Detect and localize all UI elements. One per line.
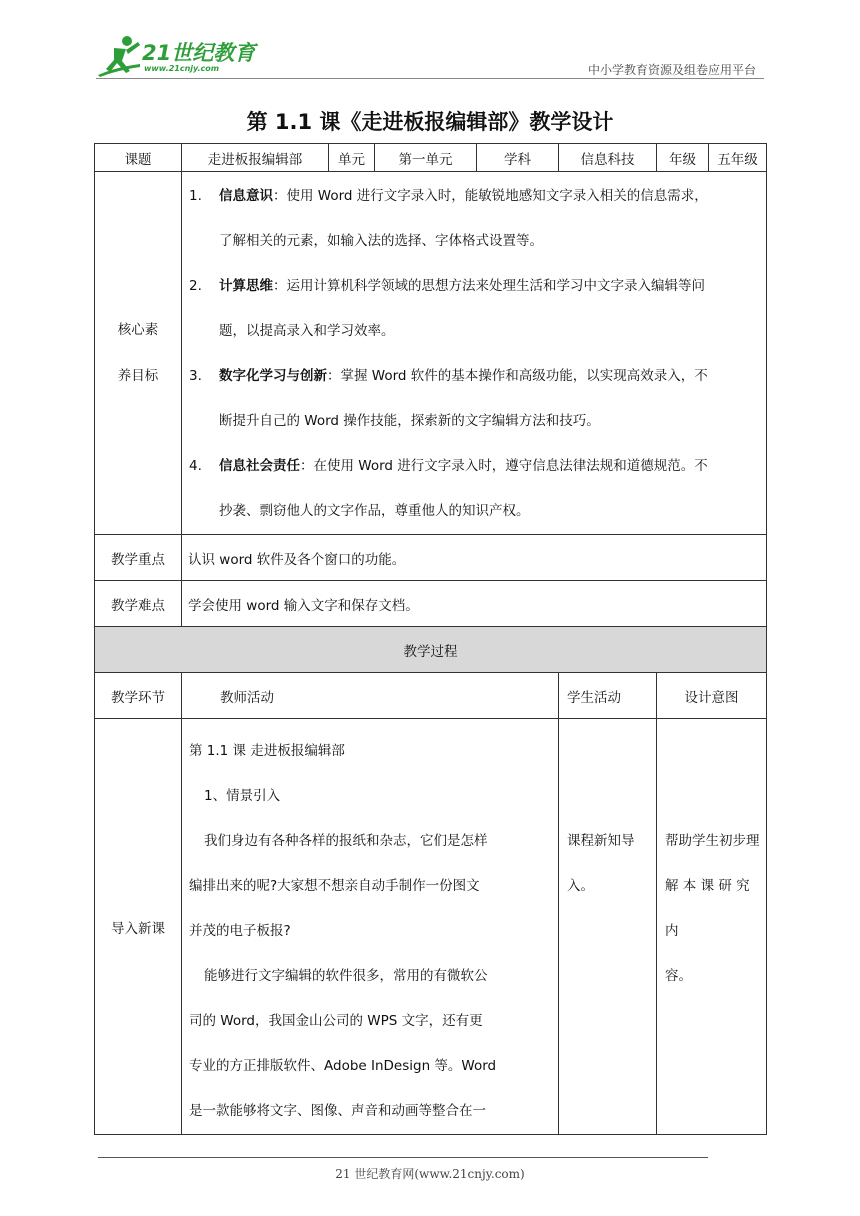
teacher-activity [182,719,559,1135]
goal-text-cont: 断提升自己的 Word 操作技能，探索新的文字编辑方法和技巧。 [219,413,600,429]
col-intent: 设计意图 [657,673,767,719]
subject-value: 信息科技 [559,144,657,172]
teacher-line: 第 1.1 课 走进板报编辑部 [189,743,345,759]
unit-value: 第一单元 [375,144,477,172]
goal-text: ：使用 Word 进行文字录入时，能敏锐地感知文字录入相关的信息需求， [273,188,708,204]
teacher-line: 专业的方正排版软件、Adobe InDesign 等。Word [189,1058,497,1074]
design-intent [657,719,767,1135]
logo-text: 21世纪教育 [142,41,256,65]
grade-value: 五年级 [709,144,767,172]
process-row [95,719,767,1135]
key-point-row [95,535,767,581]
process-heading-row [95,627,767,673]
goal-key: 信息意识 [219,188,273,204]
goals-label-line2: 养目标 [117,368,159,384]
goal-key: 数字化学习与创新 [219,368,327,384]
col-stage: 教学环节 [95,673,182,719]
col-teacher: 教师活动 [182,673,559,719]
difficulty-value: 学会使用 word 输入文字和保存文档。 [182,581,767,627]
page-header [0,0,860,80]
goal-number: 2. [189,278,202,294]
logo [96,34,266,78]
goals-row [95,172,767,535]
intent-line: 容。 [665,968,692,984]
difficulty-row [95,581,767,627]
goal-text-cont: 了解相关的元素，如输入法的选择、字体格式设置等。 [219,233,543,249]
teacher-line: 并茂的电子板报? [189,923,291,939]
teacher-line: 1、情景引入 [204,788,281,804]
difficulty-label: 教学难点 [95,581,182,627]
lesson-plan-table [94,143,767,1135]
lesson-value: 走进板报编辑部 [182,144,329,172]
footer-text: 21 世纪教育网(www.21cnjy.com) [335,1167,525,1181]
process-columns-row [95,673,767,719]
process-heading: 教学过程 [95,627,767,673]
subject-label: 学科 [477,144,559,172]
goal-item [182,354,766,444]
teacher-line: 司的 Word，我国金山公司的 WPS 文字，还有更 [189,1013,483,1029]
goal-item [182,264,766,354]
goal-text: ：掌握 Word 软件的基本操作和高级功能，以实现高效录入，不 [327,368,708,384]
header-divider [96,78,764,79]
goal-key: 计算思维 [219,278,273,294]
student-line: 入。 [567,878,594,894]
document-title: 第 1.1 课《走进板报编辑部》教学设计 [246,110,614,134]
intent-line: 帮助学生初步理 [665,833,760,849]
goal-text-cont: 题，以提高录入和学习效率。 [219,323,395,339]
intent-line: 解 本 课 研 究 内 [665,878,750,939]
goal-number: 3. [189,368,202,384]
goals-label [95,172,182,535]
goals-label-line1: 核心素 [117,322,159,338]
goal-item [182,444,766,534]
teacher-line: 是一款能够将文字、图像、声音和动画等整合在一 [189,1103,486,1119]
unit-label: 单元 [329,144,375,172]
key-point-value: 认识 word 软件及各个窗口的功能。 [182,535,767,581]
goal-number: 1. [189,188,202,204]
goal-text: ：在使用 Word 进行文字录入时，遵守信息法律法规和道德规范。不 [300,458,708,474]
platform-name: 中小学教育资源及组卷应用平台 [587,63,756,77]
goal-text-cont: 抄袭、剽窃他人的文字作品，尊重他人的知识产权。 [219,503,530,519]
stage-cell: 导入新课 [95,719,182,1135]
key-point-label: 教学重点 [95,535,182,581]
goals-content [182,172,767,535]
student-line: 课程新知导 [567,833,635,849]
teacher-line: 能够进行文字编辑的软件很多，常用的有微软公 [204,968,488,984]
runner-logo-icon [96,34,142,78]
goal-text: ：运用计算机科学领域的思想方法来处理生活和学习中文字录入编辑等问 [273,278,705,294]
goal-key: 信息社会责任 [219,458,300,474]
grade-label: 年级 [657,144,709,172]
student-activity [559,719,657,1135]
logo-url: www.21cnjy.com [144,64,220,73]
teacher-line: 编排出来的呢?大家想不想亲自动手制作一份图文 [189,878,480,894]
info-row [95,144,767,172]
goal-item [182,174,766,264]
teacher-line: 我们身边有各种各样的报纸和杂志，它们是怎样 [204,833,488,849]
col-student: 学生活动 [559,673,657,719]
goal-number: 4. [189,458,202,474]
footer-divider [98,1157,708,1158]
lesson-label: 课题 [95,144,182,172]
